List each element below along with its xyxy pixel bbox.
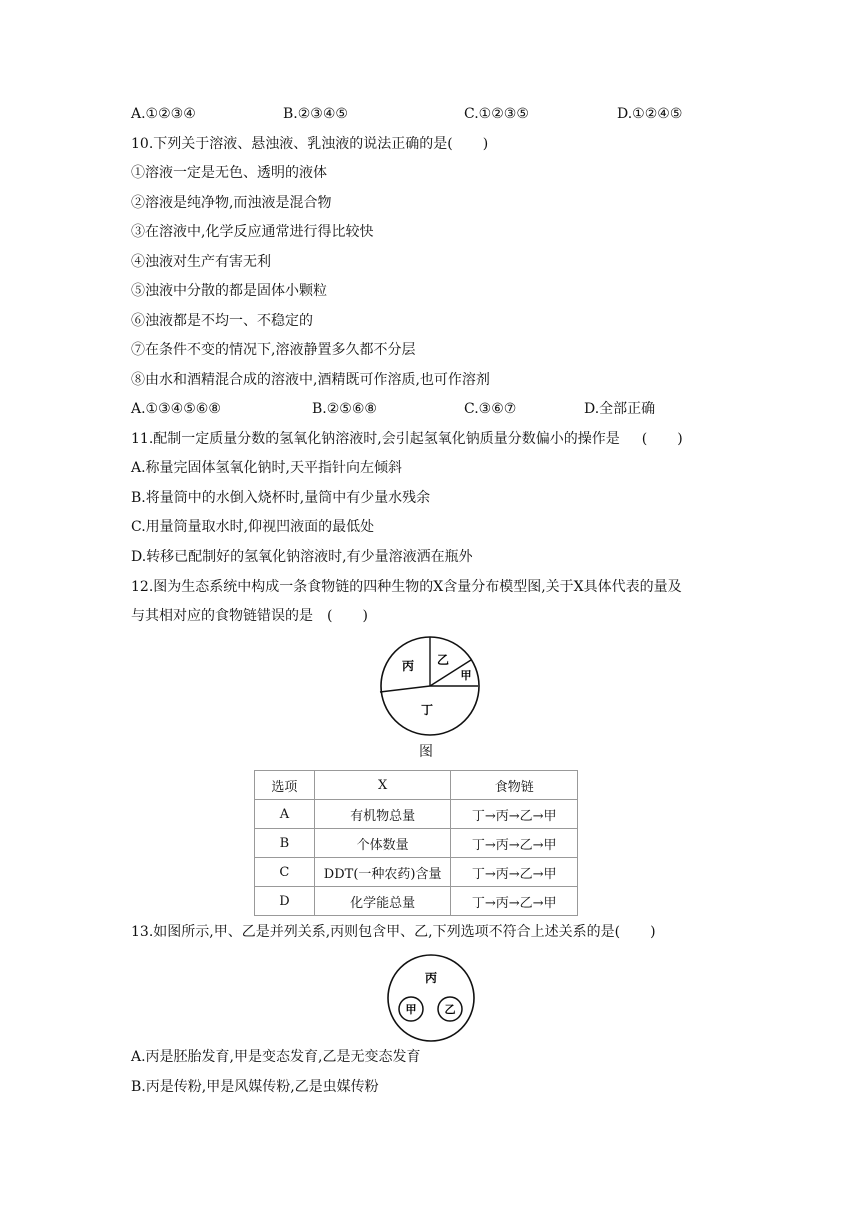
q9-option-b: B.②③④⑤ [283,106,348,122]
q11-option-d: D.转移已配制好的氢氧化钠溶液时,有少量溶液洒在瓶外 [131,549,473,565]
q11-stem-text: 11.配制一定质量分数的氢氧化钠溶液时,会引起氢氧化钠质量分数偏小的操作是 [131,431,620,447]
pie-label-ding: 丁 [420,703,434,717]
q13-option-b: B.丙是传粉,甲是风媒传粉,乙是虫媒传粉 [131,1079,379,1095]
table-header-cell: X [314,771,451,800]
q10-statement-3: ③在溶液中,化学反应通常进行得比较快 [131,224,374,240]
table-cell: 有机物总量 [314,800,451,829]
table-cell: 丁→丙→乙→甲 [451,829,578,858]
table-cell: DDT(一种农药)含量 [314,858,451,887]
q11-close-paren: ) [677,431,683,447]
q13-nested-circles-diagram [381,952,481,1044]
q9-option-a: A.①②③④ [131,106,196,122]
q10-option-b: B.②⑤⑥⑧ [312,401,377,417]
pie-label-bing: 丙 [401,659,415,673]
q12-stem-line1: 12.图为生态系统中构成一条食物链的四种生物的X含量分布模型图,关于X具体代表的量及 [131,579,682,595]
q10-stem [131,134,488,154]
table-cell: D [255,887,315,916]
q9-option-c: C.①②③⑤ [464,106,529,122]
q10-statement-5: ⑤浊液中分散的都是固体小颗粒 [131,283,327,299]
table-cell: 丁→丙→乙→甲 [451,800,578,829]
table-header-cell: 食物链 [451,771,578,800]
q12-stem-line2 [131,606,368,626]
diagram-label-yi: 乙 [444,1003,456,1016]
table-cell: C [255,858,315,887]
q11-option-c: C.用量筒量取水时,仰视凹液面的最低处 [131,519,375,535]
q10-statement-8: ⑧由水和酒精混合成的溶液中,酒精既可作溶质,也可作溶剂 [131,372,490,388]
pie-label-jia: 甲 [460,669,472,682]
table-row [255,858,578,887]
table-cell: 丁→丙→乙→甲 [451,858,578,887]
q10-option-d: D.全部正确 [584,401,656,417]
q10-statement-2: ②溶液是纯净物,而浊液是混合物 [131,195,332,211]
q11-option-b: B.将量筒中的水倒入烧杯时,量筒中有少量水残余 [131,490,431,506]
q10-option-a: A.①③④⑤⑥⑧ [131,401,221,417]
q10-stem-text: 10.下列关于溶液、悬浊液、乳浊液的说法正确的是( [131,136,453,152]
table-row [255,887,578,916]
q10-statement-7: ⑦在条件不变的情况下,溶液静置多久都不分层 [131,342,416,358]
q13-option-a: A.丙是胚胎发育,甲是变态发育,乙是无变态发育 [131,1049,421,1065]
q11-option-a: A.称量完固体氢氧化钠时,天平指针向左倾斜 [131,460,403,476]
q12-open-paren: ( [327,608,333,624]
table-cell: A [255,800,315,829]
q10-statement-1: ①溶液一定是无色、透明的液体 [131,165,327,181]
q10-close-paren: ) [482,136,489,152]
table-header-row [255,771,578,800]
q13-stem-text: 13.如图所示,甲、乙是并列关系,丙则包含甲、乙,下列选项不符合上述关系的是( [131,924,621,940]
q13-close-paren: ) [650,924,656,940]
q12-pie-figure [375,634,485,738]
diagram-label-jia: 甲 [405,1003,417,1016]
table-header-cell: 选项 [255,771,315,800]
table-row [255,829,578,858]
q12-table [254,770,578,916]
pie-label-yi: 乙 [436,653,450,667]
q11-open-paren: ( [641,431,648,447]
diagram-label-bing: 丙 [424,971,438,985]
q13-stem [131,922,656,942]
q12-close-paren: ) [362,608,368,624]
q9-option-d: D.①②④⑤ [617,106,683,122]
q12-stem-line2-text: 与其相对应的食物链错误的是 [131,608,313,624]
table-cell: 化学能总量 [314,887,451,916]
q10-option-c: C.③⑥⑦ [464,401,517,417]
table-cell: 丁→丙→乙→甲 [451,887,578,916]
table-cell: B [255,829,315,858]
q10-statement-4: ④浊液对生产有害无利 [131,254,271,270]
q10-statement-6: ⑥浊液都是不均一、不稳定的 [131,313,313,329]
table-row [255,800,578,829]
table-cell: 个体数量 [314,829,451,858]
q11-stem [131,429,683,449]
q12-figure-caption: 图 [419,744,433,760]
